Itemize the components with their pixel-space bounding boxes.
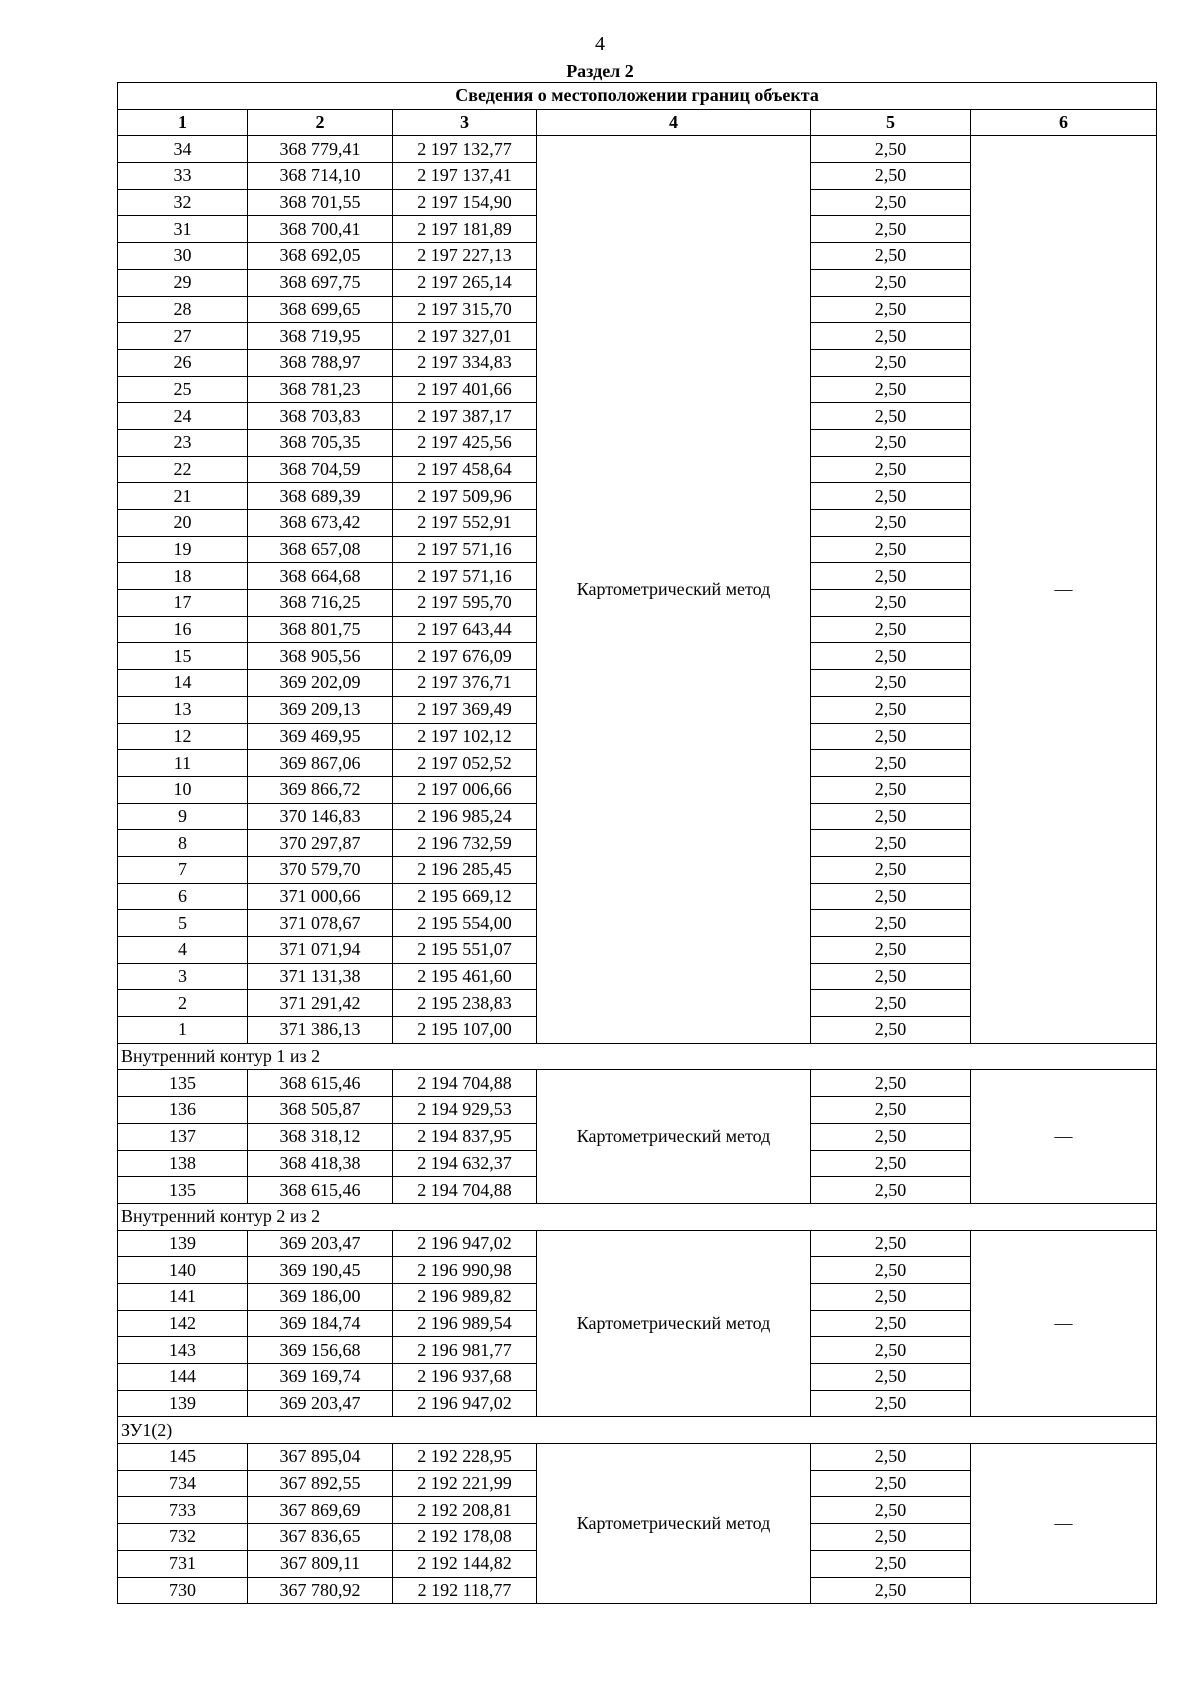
- accuracy-cell: 2,50: [811, 723, 971, 750]
- x-coordinate-cell: 371 000,66: [248, 883, 393, 910]
- point-number-cell: 30: [118, 243, 248, 270]
- y-coordinate-cell: 2 196 732,59: [393, 830, 537, 857]
- x-coordinate-cell: 368 318,12: [248, 1123, 393, 1150]
- x-coordinate-cell: 368 801,75: [248, 616, 393, 643]
- accuracy-cell: 2,50: [811, 1577, 971, 1604]
- y-coordinate-cell: 2 194 704,88: [393, 1177, 537, 1204]
- accuracy-cell: 2,50: [811, 136, 971, 163]
- y-coordinate-cell: 2 192 208,81: [393, 1497, 537, 1524]
- y-coordinate-cell: 2 195 551,07: [393, 937, 537, 964]
- y-coordinate-cell: 2 197 154,90: [393, 189, 537, 216]
- point-number-cell: 13: [118, 696, 248, 723]
- boundary-table: [117, 82, 1157, 1604]
- point-number-cell: 12: [118, 723, 248, 750]
- contour-title: Внутренний контур 2 из 2: [118, 1203, 1157, 1230]
- x-coordinate-cell: 368 689,39: [248, 483, 393, 510]
- x-coordinate-cell: 368 505,87: [248, 1097, 393, 1124]
- y-coordinate-cell: 2 197 369,49: [393, 696, 537, 723]
- x-coordinate-cell: 370 297,87: [248, 830, 393, 857]
- y-coordinate-cell: 2 196 285,45: [393, 856, 537, 883]
- y-coordinate-cell: 2 192 221,99: [393, 1470, 537, 1497]
- point-number-cell: 730: [118, 1577, 248, 1604]
- column-6-cell: —: [971, 136, 1157, 1043]
- accuracy-cell: 2,50: [811, 883, 971, 910]
- point-number-cell: 25: [118, 376, 248, 403]
- x-coordinate-cell: 368 418,38: [248, 1150, 393, 1177]
- accuracy-cell: 2,50: [811, 856, 971, 883]
- point-number-cell: 32: [118, 189, 248, 216]
- y-coordinate-cell: 2 196 990,98: [393, 1257, 537, 1284]
- point-number-cell: 139: [118, 1390, 248, 1417]
- column-6-cell: —: [971, 1230, 1157, 1417]
- accuracy-cell: 2,50: [811, 1017, 971, 1044]
- point-number-cell: 136: [118, 1097, 248, 1124]
- y-coordinate-cell: 2 197 102,12: [393, 723, 537, 750]
- point-number-cell: 20: [118, 510, 248, 537]
- accuracy-cell: 2,50: [811, 963, 971, 990]
- table-row: [118, 1444, 1157, 1471]
- accuracy-cell: 2,50: [811, 1123, 971, 1150]
- point-number-cell: 11: [118, 750, 248, 777]
- y-coordinate-cell: 2 192 144,82: [393, 1550, 537, 1577]
- accuracy-cell: 2,50: [811, 1230, 971, 1257]
- x-coordinate-cell: 367 895,04: [248, 1444, 393, 1471]
- point-number-cell: 15: [118, 643, 248, 670]
- method-cell: Картометрический метод: [537, 1444, 811, 1604]
- y-coordinate-cell: 2 192 178,08: [393, 1524, 537, 1551]
- accuracy-cell: 2,50: [811, 1337, 971, 1364]
- y-coordinate-cell: 2 196 947,02: [393, 1390, 537, 1417]
- accuracy-cell: 2,50: [811, 349, 971, 376]
- y-coordinate-cell: 2 197 227,13: [393, 243, 537, 270]
- x-coordinate-cell: 370 146,83: [248, 803, 393, 830]
- accuracy-cell: 2,50: [811, 937, 971, 964]
- method-cell: Картометрический метод: [537, 1230, 811, 1417]
- x-coordinate-cell: 369 202,09: [248, 670, 393, 697]
- accuracy-cell: 2,50: [811, 163, 971, 190]
- accuracy-cell: 2,50: [811, 830, 971, 857]
- table-row: [118, 1070, 1157, 1097]
- x-coordinate-cell: 368 673,42: [248, 510, 393, 537]
- accuracy-cell: 2,50: [811, 536, 971, 563]
- point-number-cell: 16: [118, 616, 248, 643]
- x-coordinate-cell: 371 386,13: [248, 1017, 393, 1044]
- x-coordinate-cell: 371 291,42: [248, 990, 393, 1017]
- accuracy-cell: 2,50: [811, 750, 971, 777]
- contour-title-row: [118, 1203, 1157, 1230]
- x-coordinate-cell: 368 719,95: [248, 323, 393, 350]
- accuracy-cell: 2,50: [811, 1097, 971, 1124]
- point-number-cell: 731: [118, 1550, 248, 1577]
- table-row: [118, 136, 1157, 163]
- y-coordinate-cell: 2 192 118,77: [393, 1577, 537, 1604]
- y-coordinate-cell: 2 197 425,56: [393, 429, 537, 456]
- accuracy-cell: 2,50: [811, 243, 971, 270]
- accuracy-cell: 2,50: [811, 776, 971, 803]
- point-number-cell: 14: [118, 670, 248, 697]
- section-title: Раздел 2: [566, 61, 634, 81]
- x-coordinate-cell: 368 701,55: [248, 189, 393, 216]
- point-number-cell: 28: [118, 296, 248, 323]
- point-number-cell: 144: [118, 1364, 248, 1391]
- x-coordinate-cell: 369 190,45: [248, 1257, 393, 1284]
- y-coordinate-cell: 2 197 676,09: [393, 643, 537, 670]
- accuracy-cell: 2,50: [811, 910, 971, 937]
- contour-title: Внутренний контур 1 из 2: [118, 1043, 1157, 1070]
- accuracy-cell: 2,50: [811, 296, 971, 323]
- y-coordinate-cell: 2 197 006,66: [393, 776, 537, 803]
- contour-title-row: [118, 1417, 1157, 1444]
- point-number-cell: 143: [118, 1337, 248, 1364]
- x-coordinate-cell: 369 469,95: [248, 723, 393, 750]
- x-coordinate-cell: 368 716,25: [248, 590, 393, 617]
- column-number-3: 3: [393, 109, 537, 136]
- accuracy-cell: 2,50: [811, 1364, 971, 1391]
- y-coordinate-cell: 2 194 929,53: [393, 1097, 537, 1124]
- y-coordinate-cell: 2 197 643,44: [393, 616, 537, 643]
- point-number-cell: 22: [118, 456, 248, 483]
- x-coordinate-cell: 367 809,11: [248, 1550, 393, 1577]
- accuracy-cell: 2,50: [811, 483, 971, 510]
- accuracy-cell: 2,50: [811, 189, 971, 216]
- point-number-cell: 140: [118, 1257, 248, 1284]
- x-coordinate-cell: 368 781,23: [248, 376, 393, 403]
- point-number-cell: 6: [118, 883, 248, 910]
- x-coordinate-cell: 368 692,05: [248, 243, 393, 270]
- x-coordinate-cell: 368 615,46: [248, 1177, 393, 1204]
- point-number-cell: 27: [118, 323, 248, 350]
- accuracy-cell: 2,50: [811, 323, 971, 350]
- point-number-cell: 9: [118, 803, 248, 830]
- x-coordinate-cell: 370 579,70: [248, 856, 393, 883]
- accuracy-cell: 2,50: [811, 269, 971, 296]
- y-coordinate-cell: 2 196 937,68: [393, 1364, 537, 1391]
- x-coordinate-cell: 369 156,68: [248, 1337, 393, 1364]
- point-number-cell: 8: [118, 830, 248, 857]
- method-cell: Картометрический метод: [537, 136, 811, 1043]
- accuracy-cell: 2,50: [811, 1390, 971, 1417]
- table-body: [118, 83, 1157, 1604]
- y-coordinate-cell: 2 197 571,16: [393, 536, 537, 563]
- y-coordinate-cell: 2 197 376,71: [393, 670, 537, 697]
- point-number-cell: 29: [118, 269, 248, 296]
- point-number-cell: 34: [118, 136, 248, 163]
- point-number-cell: 732: [118, 1524, 248, 1551]
- accuracy-cell: 2,50: [811, 1177, 971, 1204]
- page-number: 4: [595, 33, 605, 55]
- column-number-6: 6: [971, 109, 1157, 136]
- column-number-5: 5: [811, 109, 971, 136]
- y-coordinate-cell: 2 196 947,02: [393, 1230, 537, 1257]
- accuracy-cell: 2,50: [811, 696, 971, 723]
- x-coordinate-cell: 371 078,67: [248, 910, 393, 937]
- point-number-cell: 5: [118, 910, 248, 937]
- method-cell: Картометрический метод: [537, 1070, 811, 1203]
- accuracy-cell: 2,50: [811, 1497, 971, 1524]
- accuracy-cell: 2,50: [811, 990, 971, 1017]
- x-coordinate-cell: 369 186,00: [248, 1283, 393, 1310]
- contour-title-row: [118, 1043, 1157, 1070]
- accuracy-cell: 2,50: [811, 1444, 971, 1471]
- x-coordinate-cell: 369 203,47: [248, 1390, 393, 1417]
- accuracy-cell: 2,50: [811, 590, 971, 617]
- y-coordinate-cell: 2 196 989,82: [393, 1283, 537, 1310]
- x-coordinate-cell: 368 657,08: [248, 536, 393, 563]
- y-coordinate-cell: 2 197 387,17: [393, 403, 537, 430]
- accuracy-cell: 2,50: [811, 1310, 971, 1337]
- x-coordinate-cell: 371 131,38: [248, 963, 393, 990]
- point-number-cell: 137: [118, 1123, 248, 1150]
- point-number-cell: 139: [118, 1230, 248, 1257]
- x-coordinate-cell: 371 071,94: [248, 937, 393, 964]
- accuracy-cell: 2,50: [811, 1524, 971, 1551]
- point-number-cell: 4: [118, 937, 248, 964]
- x-coordinate-cell: 368 779,41: [248, 136, 393, 163]
- point-number-cell: 138: [118, 1150, 248, 1177]
- y-coordinate-cell: 2 197 132,77: [393, 136, 537, 163]
- y-coordinate-cell: 2 197 137,41: [393, 163, 537, 190]
- point-number-cell: 17: [118, 590, 248, 617]
- point-number-cell: 145: [118, 1444, 248, 1471]
- y-coordinate-cell: 2 194 837,95: [393, 1123, 537, 1150]
- accuracy-cell: 2,50: [811, 1283, 971, 1310]
- y-coordinate-cell: 2 195 669,12: [393, 883, 537, 910]
- y-coordinate-cell: 2 197 315,70: [393, 296, 537, 323]
- accuracy-cell: 2,50: [811, 643, 971, 670]
- y-coordinate-cell: 2 195 238,83: [393, 990, 537, 1017]
- accuracy-cell: 2,50: [811, 1150, 971, 1177]
- column-6-cell: —: [971, 1070, 1157, 1203]
- y-coordinate-cell: 2 197 327,01: [393, 323, 537, 350]
- point-number-cell: 10: [118, 776, 248, 803]
- x-coordinate-cell: 367 869,69: [248, 1497, 393, 1524]
- column-number-row: [118, 109, 1157, 136]
- y-coordinate-cell: 2 194 632,37: [393, 1150, 537, 1177]
- accuracy-cell: 2,50: [811, 429, 971, 456]
- point-number-cell: 135: [118, 1070, 248, 1097]
- accuracy-cell: 2,50: [811, 670, 971, 697]
- y-coordinate-cell: 2 197 552,91: [393, 510, 537, 537]
- y-coordinate-cell: 2 195 461,60: [393, 963, 537, 990]
- column-number-2: 2: [248, 109, 393, 136]
- point-number-cell: 31: [118, 216, 248, 243]
- point-number-cell: 734: [118, 1470, 248, 1497]
- y-coordinate-cell: 2 197 265,14: [393, 269, 537, 296]
- point-number-cell: 21: [118, 483, 248, 510]
- accuracy-cell: 2,50: [811, 216, 971, 243]
- x-coordinate-cell: 368 788,97: [248, 349, 393, 376]
- y-coordinate-cell: 2 195 554,00: [393, 910, 537, 937]
- y-coordinate-cell: 2 197 571,16: [393, 563, 537, 590]
- y-coordinate-cell: 2 196 985,24: [393, 803, 537, 830]
- x-coordinate-cell: 369 184,74: [248, 1310, 393, 1337]
- point-number-cell: 2: [118, 990, 248, 1017]
- point-number-cell: 18: [118, 563, 248, 590]
- x-coordinate-cell: 369 866,72: [248, 776, 393, 803]
- x-coordinate-cell: 368 699,65: [248, 296, 393, 323]
- point-number-cell: 24: [118, 403, 248, 430]
- x-coordinate-cell: 368 700,41: [248, 216, 393, 243]
- y-coordinate-cell: 2 197 181,89: [393, 216, 537, 243]
- y-coordinate-cell: 2 197 401,66: [393, 376, 537, 403]
- accuracy-cell: 2,50: [811, 403, 971, 430]
- column-6-cell: —: [971, 1444, 1157, 1604]
- point-number-cell: 19: [118, 536, 248, 563]
- accuracy-cell: 2,50: [811, 376, 971, 403]
- y-coordinate-cell: 2 197 595,70: [393, 590, 537, 617]
- accuracy-cell: 2,50: [811, 1470, 971, 1497]
- x-coordinate-cell: 369 203,47: [248, 1230, 393, 1257]
- point-number-cell: 135: [118, 1177, 248, 1204]
- x-coordinate-cell: 368 714,10: [248, 163, 393, 190]
- x-coordinate-cell: 368 703,83: [248, 403, 393, 430]
- table-caption: Сведения о местоположении границ объекта: [118, 83, 1157, 110]
- x-coordinate-cell: 368 697,75: [248, 269, 393, 296]
- x-coordinate-cell: 368 905,56: [248, 643, 393, 670]
- y-coordinate-cell: 2 197 509,96: [393, 483, 537, 510]
- point-number-cell: 3: [118, 963, 248, 990]
- point-number-cell: 733: [118, 1497, 248, 1524]
- accuracy-cell: 2,50: [811, 563, 971, 590]
- table-caption-row: [118, 83, 1157, 110]
- y-coordinate-cell: 2 195 107,00: [393, 1017, 537, 1044]
- y-coordinate-cell: 2 197 334,83: [393, 349, 537, 376]
- y-coordinate-cell: 2 197 458,64: [393, 456, 537, 483]
- x-coordinate-cell: 367 892,55: [248, 1470, 393, 1497]
- y-coordinate-cell: 2 196 989,54: [393, 1310, 537, 1337]
- point-number-cell: 23: [118, 429, 248, 456]
- accuracy-cell: 2,50: [811, 803, 971, 830]
- point-number-cell: 26: [118, 349, 248, 376]
- column-number-4: 4: [537, 109, 811, 136]
- y-coordinate-cell: 2 196 981,77: [393, 1337, 537, 1364]
- column-number-1: 1: [118, 109, 248, 136]
- point-number-cell: 7: [118, 856, 248, 883]
- accuracy-cell: 2,50: [811, 1257, 971, 1284]
- x-coordinate-cell: 367 836,65: [248, 1524, 393, 1551]
- point-number-cell: 33: [118, 163, 248, 190]
- y-coordinate-cell: 2 197 052,52: [393, 750, 537, 777]
- accuracy-cell: 2,50: [811, 1070, 971, 1097]
- accuracy-cell: 2,50: [811, 456, 971, 483]
- x-coordinate-cell: 369 169,74: [248, 1364, 393, 1391]
- y-coordinate-cell: 2 194 704,88: [393, 1070, 537, 1097]
- accuracy-cell: 2,50: [811, 510, 971, 537]
- contour-title: ЗУ1(2): [118, 1417, 1157, 1444]
- x-coordinate-cell: 368 664,68: [248, 563, 393, 590]
- accuracy-cell: 2,50: [811, 616, 971, 643]
- y-coordinate-cell: 2 192 228,95: [393, 1444, 537, 1471]
- point-number-cell: 1: [118, 1017, 248, 1044]
- x-coordinate-cell: 368 704,59: [248, 456, 393, 483]
- point-number-cell: 141: [118, 1283, 248, 1310]
- x-coordinate-cell: 368 705,35: [248, 429, 393, 456]
- table-row: [118, 1230, 1157, 1257]
- point-number-cell: 142: [118, 1310, 248, 1337]
- x-coordinate-cell: 369 209,13: [248, 696, 393, 723]
- x-coordinate-cell: 368 615,46: [248, 1070, 393, 1097]
- x-coordinate-cell: 367 780,92: [248, 1577, 393, 1604]
- x-coordinate-cell: 369 867,06: [248, 750, 393, 777]
- accuracy-cell: 2,50: [811, 1550, 971, 1577]
